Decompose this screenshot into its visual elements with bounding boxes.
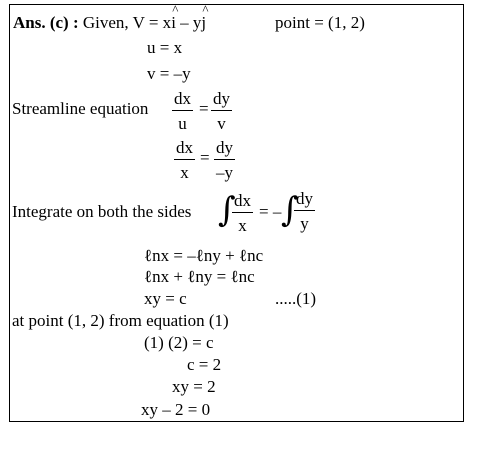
fraction-bar [232,212,253,213]
integrate-label: Integrate on both the sides [12,202,192,221]
fraction-bar [214,159,235,160]
frac-denominator: x [238,216,247,235]
step-log-equation: ℓnx = –ℓny + ℓnc [144,246,264,265]
fraction-dx-over-u [172,89,193,133]
frac-denominator: u [178,114,187,133]
step-c-value: c = 2 [187,355,222,374]
at-point-text: at point (1, 2) from equation (1) [12,311,229,330]
fraction-bar [172,110,193,111]
streamline-label: Streamline equation [12,99,149,118]
u-component: u = x [147,38,183,57]
frac-numerator: dy [213,89,230,108]
fraction-dx-over-x [232,191,253,235]
fraction-bar [294,210,315,211]
fraction-bar [211,110,232,111]
integral-sign: ∫ [218,190,236,230]
j-unit-vector: ^ j [201,13,206,33]
frac-denominator: –y [216,163,233,182]
step-log-sum: ℓnx + ℓny = ℓnc [144,267,255,286]
frac-numerator: dy [216,138,233,157]
fraction-dy-over-y [294,189,315,233]
frac-numerator: dx [176,138,193,157]
frac-denominator: x [180,163,189,182]
answer-label: Ans. (c) : [13,13,79,32]
equals-sign: = [200,148,210,167]
equation-ref: .....(1) [275,289,317,308]
v-component: v = –y [147,64,191,83]
frac-denominator: v [217,114,226,133]
frac-numerator: dx [234,191,251,210]
fraction-bar [174,159,195,160]
step-xy-2: xy = 2 [172,377,216,396]
equals-minus: = – [259,202,282,221]
fraction-dy-over-minus-y [214,138,235,182]
fraction-dy-over-v [211,89,232,133]
i-unit-vector: ^ i [171,13,176,33]
step-xy-c: xy = c [144,289,187,308]
minus-y-term: – y [175,13,202,32]
frac-numerator: dy [296,189,313,208]
equals-sign: = [199,99,209,118]
answer-header [13,13,206,33]
step-substitute: (1) (2) = c [144,333,214,352]
given-point: point = (1, 2) [275,13,365,32]
integral-sign: ∫ [281,190,299,230]
frac-denominator: y [300,214,309,233]
given-velocity: Given, V = x [82,13,172,32]
frac-numerator: dx [174,89,191,108]
fraction-dx-over-x [174,138,195,182]
final-equation: xy – 2 = 0 [141,400,211,419]
